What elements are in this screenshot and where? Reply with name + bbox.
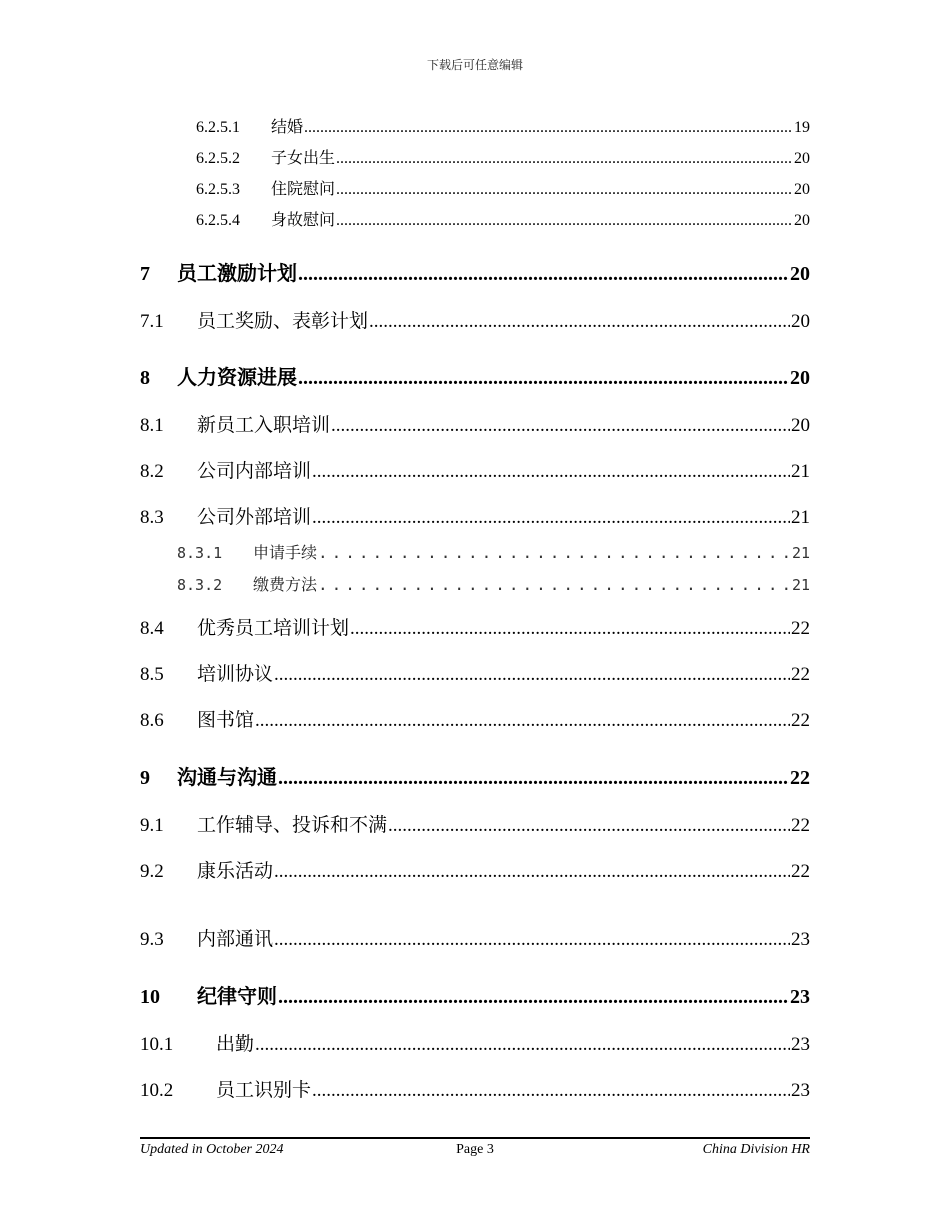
toc-page-number: 20 [794,212,810,229]
toc-entry[interactable] [140,410,810,437]
toc-page-number: 20 [794,181,810,198]
toc-entry[interactable] [140,306,810,333]
toc-entry[interactable] [196,176,810,199]
toc-entry[interactable] [140,705,810,732]
toc-number: 6.2.5.4 [196,212,240,229]
toc-page-number: 22 [791,618,810,639]
footer-updated-date: Updated in October 2024 [140,1142,284,1157]
toc-page-number: 22 [791,664,810,685]
toc-entry[interactable] [140,456,810,483]
dot-leader [318,575,791,594]
toc-title: 沟通与沟通 [177,767,277,789]
toc-page-number: 21 [791,576,810,594]
page-header-note: 下载后可任意编辑 [426,58,523,72]
toc-page-number: 22 [791,710,810,731]
toc-number: 6.2.5.1 [196,119,240,136]
dot-leader [336,212,793,230]
toc-entry[interactable] [177,540,810,563]
toc-number: 9.1 [140,815,164,836]
dot-leader [369,311,790,333]
toc-title: 公司外部培训 [197,507,312,528]
toc-entry[interactable] [140,1029,810,1056]
toc-title: 员工激励计划 [177,263,297,285]
toc-page-number: 22 [791,861,810,882]
toc-page-number: 22 [791,815,810,836]
toc-page-number: 19 [794,119,810,136]
toc-number: 6.2.5.2 [196,150,240,167]
toc-number: 10.1 [140,1034,174,1055]
toc-number: 8 [140,367,150,389]
toc-page-number: 20 [790,263,810,285]
toc-title: 工作辅导、投诉和不满 [197,815,388,836]
toc-number: 8.3.1 [177,544,223,562]
toc-page-number: 20 [794,150,810,167]
dot-leader [255,1034,790,1056]
toc-page-number: 23 [791,929,810,950]
dot-leader [274,861,790,883]
toc-page-number: 21 [791,461,810,482]
toc-number: 10.2 [140,1080,174,1101]
toc-title: 住院慰问 [271,181,336,198]
toc-title: 纪律守则 [197,986,277,1008]
toc-number: 8.3.2 [177,576,223,594]
toc-page-number: 21 [791,507,810,528]
toc-title: 子女出生 [271,150,336,167]
toc-number: 8.4 [140,618,164,639]
toc-title: 优秀员工培训计划 [197,618,350,639]
dot-leader [274,664,790,686]
toc-entry[interactable] [140,924,810,951]
page-footer [140,1142,810,1160]
toc-entry[interactable] [140,856,810,883]
toc-entry[interactable] [177,572,810,595]
toc-entry[interactable] [140,502,810,529]
dot-leader [388,815,790,837]
toc-page-number: 23 [791,1080,810,1101]
toc-page-number: 23 [790,986,810,1008]
toc-entry[interactable] [140,810,810,837]
toc-title: 康乐活动 [197,861,274,882]
toc-entry-chapter[interactable] [140,980,810,1009]
dot-leader [350,618,790,640]
toc-page-number: 20 [790,367,810,389]
toc-number: 10 [140,986,160,1008]
toc-title: 员工识别卡 [216,1080,312,1101]
dot-leader [331,415,790,437]
toc-number: 9.2 [140,861,164,882]
toc-title: 内部通讯 [197,929,274,950]
dot-leader [312,507,790,529]
dot-leader [278,767,789,790]
dot-leader [312,1080,790,1102]
toc-number: 8.6 [140,710,164,731]
toc-title: 培训协议 [197,664,274,685]
toc-entry[interactable] [196,145,810,168]
toc-title: 出勤 [216,1034,255,1055]
dot-leader [336,150,793,168]
toc-entry-chapter[interactable] [140,761,810,790]
footer-divider [140,1137,810,1139]
toc-number: 7.1 [140,311,164,332]
toc-title: 新员工入职培训 [197,415,331,436]
toc-number: 8.5 [140,664,164,685]
dot-leader [278,986,789,1009]
toc-number: 8.3 [140,507,164,528]
footer-page-number: Page 3 [456,1142,494,1157]
toc-number: 8.1 [140,415,164,436]
toc-title: 身故慰问 [271,212,336,229]
toc-page-number: 20 [791,311,810,332]
toc-page-number: 23 [791,1034,810,1055]
dot-leader [318,543,791,562]
footer-division: China Division HR [702,1142,810,1157]
toc-entry[interactable] [140,613,810,640]
toc-page-number: 22 [790,767,810,789]
toc-title: 公司内部培训 [197,461,312,482]
toc-number: 7 [140,263,150,285]
toc-title: 申请手续 [253,545,318,562]
dot-leader [298,367,789,390]
toc-page-number: 21 [791,544,810,562]
toc-title: 结婚 [271,119,304,136]
dot-leader [274,929,790,951]
toc-page-number: 20 [791,415,810,436]
toc-entry[interactable] [140,1075,810,1102]
dot-leader [255,710,790,732]
toc-entry[interactable] [196,207,810,230]
toc-number: 9.3 [140,929,164,950]
toc-number: 9 [140,767,150,789]
toc-entry-chapter[interactable] [140,361,810,390]
toc-title: 图书馆 [197,710,255,731]
toc-entry-chapter[interactable] [140,257,810,286]
dot-leader [298,263,789,286]
toc-title: 员工奖励、表彰计划 [197,311,369,332]
dot-leader [336,181,793,199]
toc-number: 8.2 [140,461,164,482]
toc-title: 缴费方法 [253,577,318,594]
dot-leader [312,461,790,483]
toc-title: 人力资源进展 [177,367,297,389]
toc-number: 6.2.5.3 [196,181,240,198]
toc-entry[interactable] [140,659,810,686]
dot-leader [304,119,793,137]
toc-entry[interactable] [196,114,810,137]
